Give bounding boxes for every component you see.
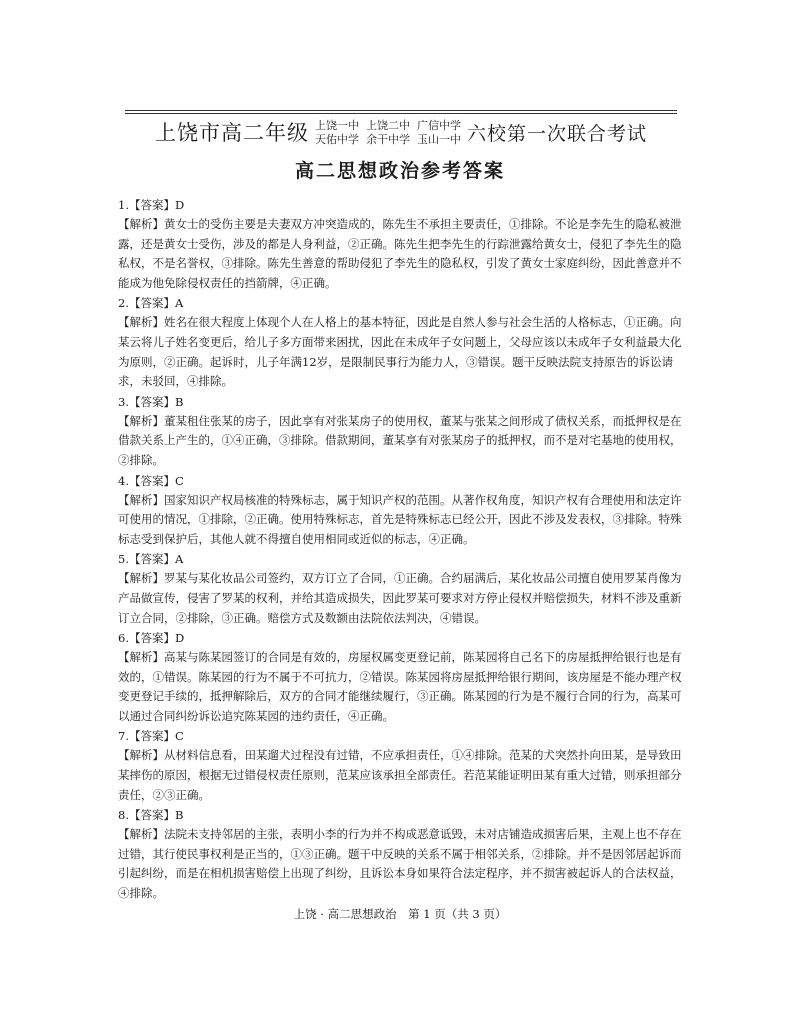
answer-label: 2.【答案】A bbox=[118, 296, 184, 311]
question-block bbox=[118, 550, 684, 628]
answer-explanation: 【解析】姓名在很大程度上体现个人在人格上的基本特征，因此是自然人参与社会生活的人格标志，①正确。向某云将儿子姓名变更后，给儿子多方面带来困扰，因此在未成年子女问题上，父母应该以未成年子女利益最大化为原则，②正确。起诉时，儿子年满12岁，是限制民事行为能力人，③错误。题干反映法院支持原告的诉讼请求，未驳回，④排除。 bbox=[118, 315, 682, 389]
answer-label: 5.【答案】A bbox=[118, 552, 184, 567]
answer-label: 1.【答案】D bbox=[118, 198, 185, 212]
exam-header bbox=[125, 117, 677, 147]
answer-explanation: 【解析】法院未支持邻居的主张，表明小李的行为并不构成恶意诋毁，未对店铺造成损害后果，主观上也不存在过错，其行使民事权利是正当的，①③正确。题干中反映的关系不属于相邻关系，②排除。并不是因邻居起诉而引起纠纷，而是在相机损害赔偿上出现了纠纷，且诉讼本身如果符合法定程序，并不损害被起诉人的合法权益，④排除。 bbox=[118, 827, 682, 901]
answer-explanation: 【解析】董某租住张某的房子，因此享有对张某房子的使用权，董某与张某之间形成了债权关系，而抵押权是在借款关系上产生的，①④正确，③排除。借款期间，董某享有对张某房子的抵押权，而不是对宅基地的使用权，②排除。 bbox=[118, 413, 682, 467]
answer-label: 3.【答案】B bbox=[118, 394, 184, 409]
question-block bbox=[118, 294, 684, 391]
school-name: 广信中学 bbox=[416, 118, 461, 132]
question-block bbox=[118, 629, 684, 726]
page-footer: 上饶 · 高二思想政治 第 1 页（共 3 页） bbox=[293, 907, 507, 921]
school-row bbox=[315, 133, 461, 146]
question-block bbox=[118, 393, 684, 471]
answer-explanation: 【解析】高某与陈某园签订的合同是有效的，房屋权属变更登记前，陈某园将自己名下的房屋抵押给银行也是有效的，①错误。陈某园的行为不属于不可抗力，②错误。陈某园将房屋抵押给银行期间，该房屋是不能办理产权变更登记手续的，抵押解除后，双方的合同才能继续履行，③正确。陈某园的行为是不履行合同的行为，高某可以通过合同纠纷诉讼追究陈某园的违约责任，④正确。 bbox=[118, 650, 682, 723]
school-row bbox=[315, 119, 461, 132]
question-block bbox=[118, 727, 684, 805]
answer-explanation: 【解析】黄女士的受伤主要是夫妻双方冲突造成的，陈先生不承担主要责任，①排除。不论是李先生的隐私被泄露，还是黄女士受伤，涉及的都是人身利益，②正确。陈先生把李先生的行踪泄露给黄女士，侵犯了李先生的隐私权，不是名誉权，③排除。陈先生善意的帮助侵犯了李先生的隐私权，引发了黄女士家庭纠纷，因此善意并不能成为他免除侵权责任的挡箭牌，④正确。 bbox=[118, 217, 682, 290]
answer-label: 7.【答案】C bbox=[118, 729, 184, 744]
school-name: 上饶一中 bbox=[314, 118, 359, 132]
school-list bbox=[315, 119, 461, 146]
answer-label: 4.【答案】C bbox=[118, 473, 184, 488]
school-name: 玉山一中 bbox=[416, 132, 461, 146]
exam-name: 六校第一次联合考试 bbox=[466, 122, 647, 145]
question-block bbox=[118, 472, 684, 550]
question-block bbox=[118, 196, 684, 293]
answer-list bbox=[118, 196, 684, 905]
header-rule bbox=[125, 110, 677, 114]
answer-label: 8.【答案】B bbox=[118, 808, 184, 823]
exam-city-grade: 上饶市高二年级 bbox=[154, 121, 309, 145]
document-subtitle: 高二思想政治参考答案 bbox=[294, 160, 505, 182]
question-block bbox=[118, 806, 684, 903]
answer-explanation: 【解析】从材料信息看，田某遛犬过程没有过错，不应承担责任，①④排除。范某的犬突然扑向田某，是导致田某摔伤的原因，根据无过错侵权责任原则，范某应该承担全部责任。若范某能证明田某有重大过错，则承担部分责任，②③正确。 bbox=[118, 748, 682, 802]
school-name: 上饶二中 bbox=[365, 118, 410, 132]
answer-explanation: 【解析】国家知识产权局核准的特殊标志，属于知识产权的范围。从著作权角度，知识产权有合理使用和法定许可使用的情况，①排除，②正确。使用特殊标志，首先是特殊标志已经公开，因此不涉及发表权，③排除。特殊标志受到保护后，其他人就不得擅自使用相同或近似的标志，④正确。 bbox=[118, 492, 682, 546]
school-name: 天佑中学 bbox=[314, 132, 359, 146]
answer-explanation: 【解析】罗某与某化妆品公司签约，双方订立了合同，①正确。合约届满后，某化妆品公司擅自使用罗某肖像为产品做宣传，侵害了罗某的权利，并给其造成损失，因此罗某可要求对方停止侵权并赔偿损失，材料不涉及重新订立合同，②排除，③正确。赔偿方式及数额由法院依法判决，④错误。 bbox=[118, 571, 682, 625]
answer-label: 6.【答案】D bbox=[118, 631, 185, 646]
school-name: 余干中学 bbox=[365, 132, 410, 146]
